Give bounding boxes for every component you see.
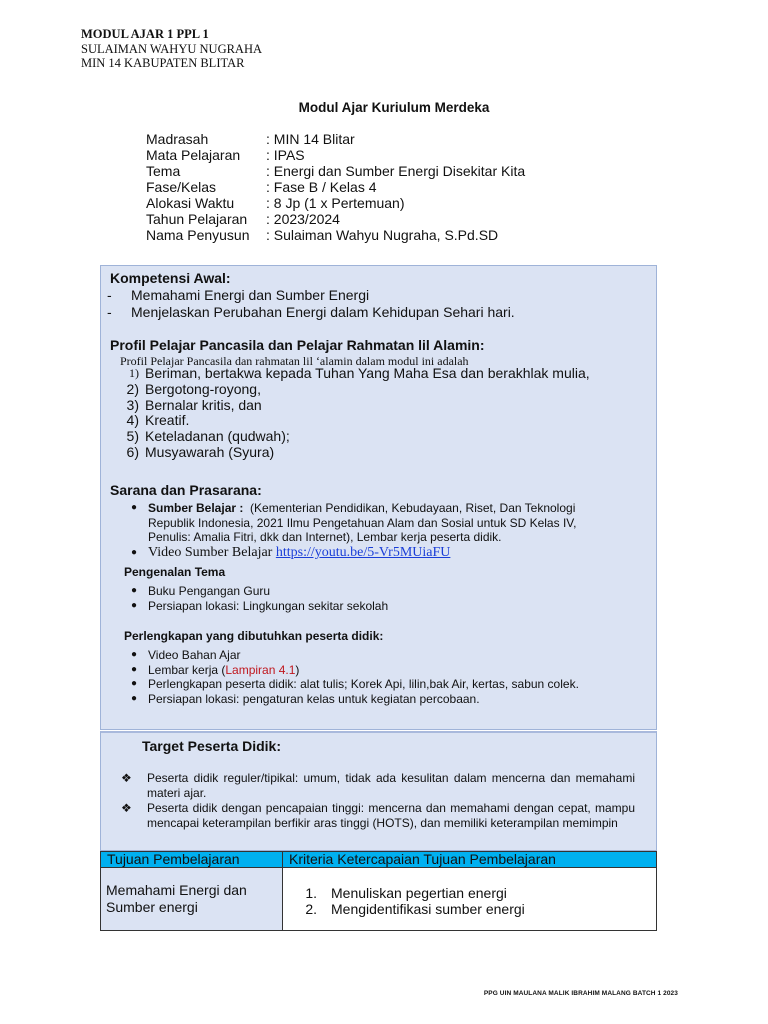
list-item: ❖ Peserta didik reguler/tipikal: umum, tidak ada kesulitan dalam mencerna dan memahami materi ajar. (121, 771, 635, 800)
page-footer: PPG UIN MAULANA MALIK IBRAHIM MALANG BATCH 1 2023 (483, 990, 678, 997)
perlengkapan-title: Perlengkapan yang dibutuhkan peserta didik: (124, 629, 384, 643)
kompetensi-title: Kompetensi Awal: (110, 270, 231, 286)
competency-panel (100, 265, 657, 730)
profil-item: 4) Kreatif. (126, 412, 190, 429)
profil-item: 6) Musyawarah (Syura) (126, 443, 275, 460)
info-row-tahun: Tahun Pelajaran : 2023/2024 (146, 211, 340, 227)
list-item: ● Video Sumber Belajar https://youtu.be/5-Vr5MUiaFU (131, 544, 451, 560)
table-header-cell: Tujuan Pembelajaran (101, 852, 283, 868)
info-row-madrasah: Madrasah : MIN 14 Blitar (146, 131, 355, 147)
sarana-list (131, 501, 621, 560)
header-author: SULAIMAN WAHYU NUGRAHA (81, 41, 263, 56)
list-item: ● Video Bahan Ajar (131, 648, 241, 662)
identity-table (146, 131, 525, 243)
info-row-penyusun: Nama Penyusun : Sulaiman Wahyu Nugraha, S.Pd.SD (146, 227, 499, 243)
sarana-title: Sarana dan Prasarana: (110, 482, 262, 498)
info-row-fase: Fase/Kelas : Fase B / Kelas 4 (146, 179, 377, 195)
table-row (101, 868, 657, 931)
page-title: Modul Ajar Kuriulum Merdeka (298, 100, 490, 115)
diamond-bullet-icon: ❖ (121, 801, 132, 815)
list-item: ● Sumber Belajar : (Kementerian Pendidikan, Kebudayaan, Riset, Dan Teknologi Republik Indonesia, 2021 Ilmu Pengetahuan Alam dan Sosial untuk SD Kelas IV, Penulis: Amalia Fitri, dkk dan Internet), Lembar kerja peserta didik. (131, 501, 577, 545)
list-item: 1. Menuliskan pegertian energi (305, 885, 507, 901)
profil-item: 2) Bergotong-royong, (126, 380, 261, 397)
perlengkapan-list (131, 648, 631, 706)
lampiran-ref: Lampiran 4.1 (225, 662, 296, 677)
video-link[interactable]: https://youtu.be/5-Vr5MUiaFU (275, 544, 451, 560)
table-cell: Memahami Energi dan Sumber energi (101, 868, 283, 931)
list-item: ● Persiapan lokasi: pengaturan kelas untuk kegiatan percobaan. (131, 691, 480, 706)
list-item: ● Persiapan lokasi: Lingkungan sekitar sekolah (131, 598, 389, 613)
profil-item: 3) Bernalar kritis, dan (126, 396, 262, 413)
table-header-cell: Kriteria Ketercapaian Tujuan Pembelajaran (283, 852, 657, 868)
header-school: MIN 14 KABUPATEN BLITAR (81, 56, 245, 70)
pengenalan-title: Pengenalan Tema (124, 565, 226, 579)
target-list (121, 771, 635, 831)
profil-intro: Profil Pelajar Pancasila dan rahmatan lil ‘alamin dalam modul ini adalah (120, 354, 469, 368)
target-panel (100, 731, 657, 851)
header-module-title: MODUL AJAR 1 PPL 1 (81, 27, 209, 41)
list-item: 2. Mengidentifikasi sumber energi (305, 901, 525, 917)
objectives-table (100, 851, 657, 931)
profil-list (119, 366, 590, 461)
list-item: ● Perlengkapan peserta didik: alat tulis; Korek Api, lilin,bak Air, kertas, sabun colek. (131, 677, 579, 692)
profil-title: Profil Pelajar Pancasila dan Pelajar Rahmatan lil Alamin: (110, 337, 485, 353)
target-title: Target Peserta Didik: (142, 738, 282, 754)
list-item: ❖ Peserta didik dengan pencapaian tinggi: mencerna dan memahami dengan cepat, mampu mencapai keterampilan berfikir aras tinggi (HOTS), dan memiliki keterampilan memimpin (121, 801, 635, 830)
info-row-tema: Tema : Energi dan Sumber Energi Disekitar Kita (146, 163, 526, 179)
document-header (81, 27, 262, 71)
list-item: ● Buku Pengangan Guru (131, 584, 271, 598)
profil-item: 1) Beriman, bertakwa kepada Tuhan Yang Maha Esa dan berakhlak mulia, (129, 365, 590, 381)
profil-item: 5) Keteladanan (qudwah); (126, 428, 290, 445)
info-row-alokasi: Alokasi Waktu : 8 Jp (1 x Pertemuan) (146, 195, 405, 211)
diamond-bullet-icon: ❖ (121, 771, 132, 785)
kompetensi-item: - Memahami Energi dan Sumber Energi (107, 287, 370, 303)
list-item: ● Lembar kerja (Lampiran 4.1) (131, 662, 300, 677)
pengenalan-list (131, 584, 388, 613)
info-row-mapel: Mata Pelajaran : IPAS (146, 147, 305, 163)
table-cell (283, 868, 657, 931)
table-header-row (101, 852, 657, 868)
kompetensi-item: - Menjelaskan Perubahan Energi dalam Kehidupan Sehari hari. (107, 304, 515, 320)
